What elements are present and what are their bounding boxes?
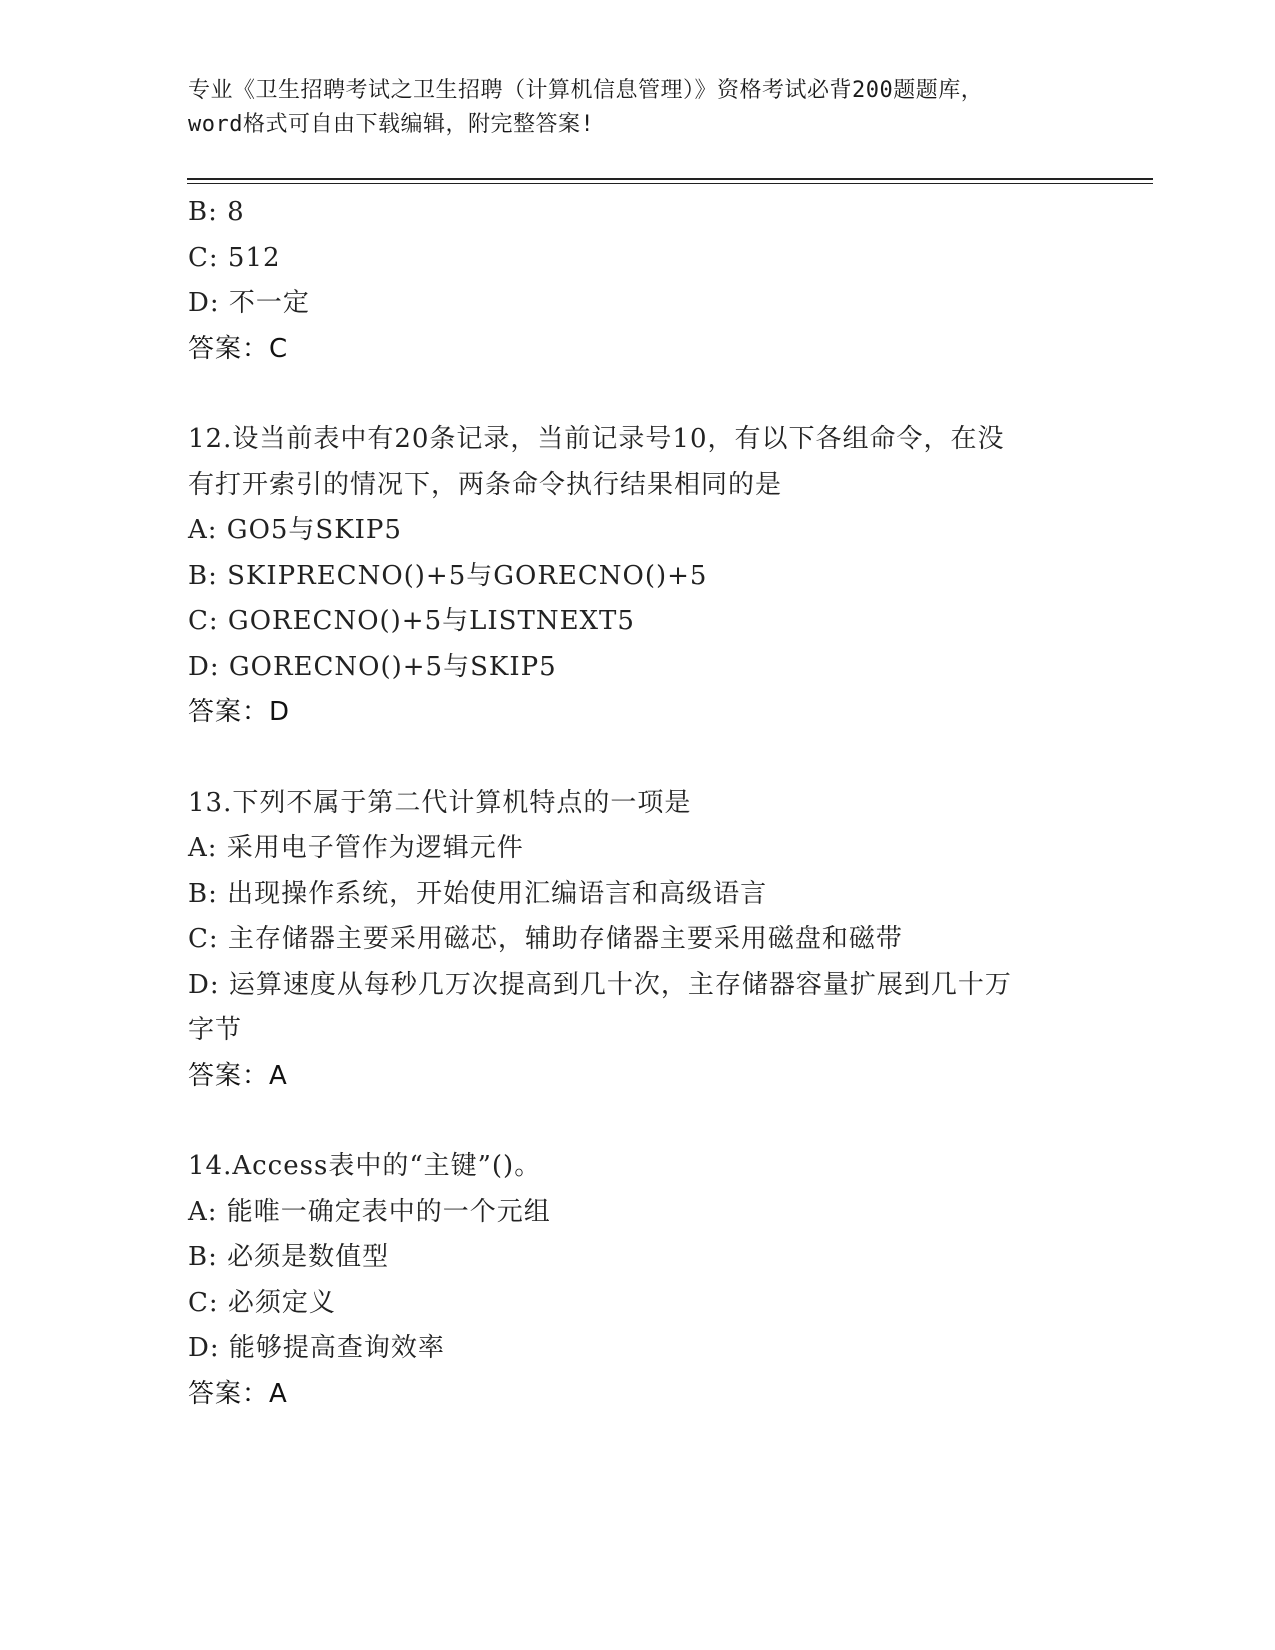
- question-content: [188, 190, 1068, 1417]
- option-a: A: 能唯一确定表中的一个元组: [188, 1196, 551, 1227]
- question-14: [188, 1144, 1068, 1417]
- option-c: C: 主存储器主要采用磁芯，辅助存储器主要采用磁盘和磁带: [188, 924, 903, 954]
- option-c: C: GORECNO()+5与LISTNEXT5: [188, 606, 635, 636]
- answer-line: 答案：A: [188, 1060, 288, 1091]
- option-b: B: 出现操作系统，开始使用汇编语言和高级语言: [188, 878, 768, 909]
- answer-line: 答案：D: [188, 697, 291, 727]
- option-d: D: 能够提高查询效率: [188, 1333, 445, 1363]
- option-c: C: 512: [188, 242, 281, 273]
- header-divider-thin: [187, 183, 1153, 184]
- header-line-2: word格式可自由下载编辑，附完整答案!: [188, 112, 595, 137]
- question-12: [188, 417, 1068, 736]
- question-stem-line: 12.设当前表中有20条记录，当前记录号10，有以下各组命令，在没: [188, 424, 1005, 454]
- option-a: A: GO5与SKIP5: [188, 515, 402, 545]
- question-stem-line: 14.Access表中的“主键”()。: [188, 1151, 542, 1181]
- question-11-continued: [188, 190, 1068, 372]
- option-d: D: GORECNO()+5与SKIP5: [188, 651, 557, 682]
- option-b: B: 8: [188, 197, 245, 227]
- answer-line: 答案：C: [188, 333, 289, 364]
- option-b: B: 必须是数值型: [188, 1242, 390, 1272]
- option-d: D: 不一定: [188, 288, 310, 318]
- header-line-1: 专业《卫生招聘考试之卫生招聘（计算机信息管理）》资格考试必背200题题库，: [188, 78, 984, 103]
- answer-line: 答案：A: [188, 1378, 288, 1409]
- option-c: C: 必须定义: [188, 1287, 336, 1318]
- option-a: A: 采用电子管作为逻辑元件: [188, 833, 524, 863]
- question-13: [188, 781, 1068, 1100]
- option-b: B: SKIPRECNO()+5与GORECNO()+5: [188, 560, 708, 591]
- document-header: [188, 74, 1088, 142]
- header-divider-thick: [187, 178, 1153, 180]
- question-stem-line: 13.下列不属于第二代计算机特点的一项是: [188, 787, 692, 818]
- question-stem-line: 有打开索引的情况下，两条命令执行结果相同的是: [188, 469, 783, 500]
- option-d: D: 运算速度从每秒几万次提高到几十次，主存储器容量扩展到几十万: [188, 969, 1012, 1000]
- option-d-continued: 字节: [188, 1015, 243, 1045]
